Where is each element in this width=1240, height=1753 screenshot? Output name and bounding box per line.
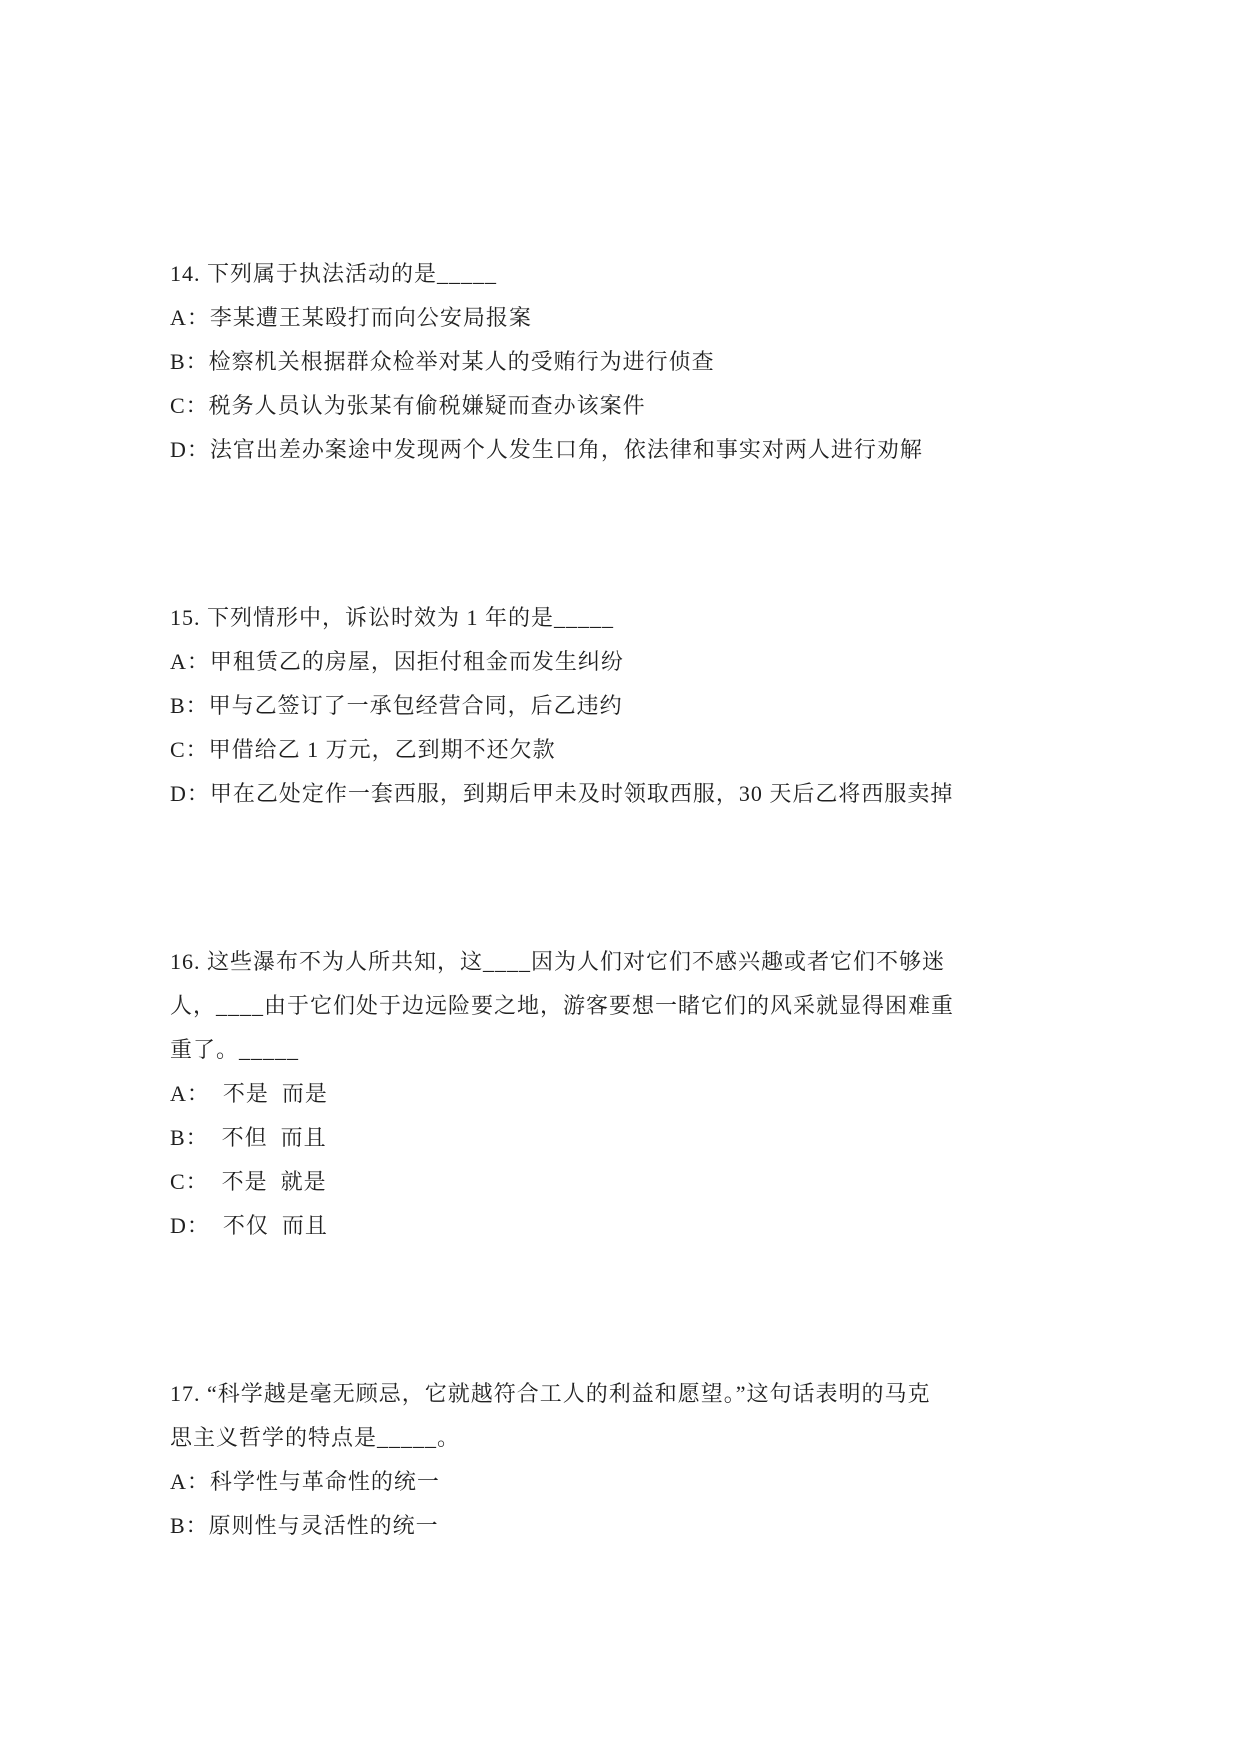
question-14-option-b: B：检察机关根据群众检举对某人的受贿行为进行侦查 bbox=[170, 349, 715, 374]
question-15-option-b: B：甲与乙签订了一承包经营合同，后乙违约 bbox=[170, 693, 623, 718]
question-15-stem: 15. 下列情形中，诉讼时效为 1 年的是_____ bbox=[170, 605, 615, 630]
question-17-stem-line-1: 17. “科学越是毫无顾忌，它就越符合工人的利益和愿望。”这句话表明的马克 bbox=[170, 1381, 931, 1406]
question-16-option-b: B： 不但 而且 bbox=[170, 1125, 327, 1150]
question-17-option-a: A：科学性与革命性的统一 bbox=[170, 1469, 440, 1494]
question-16-stem-line-1: 16. 这些瀑布不为人所共知，这____因为人们对它们不感兴趣或者它们不够迷 bbox=[170, 949, 946, 974]
question-16-option-c: C： 不是 就是 bbox=[170, 1169, 327, 1194]
question-16-stem-line-3: 重了。_____ bbox=[170, 1037, 300, 1062]
question-16-stem-line-2: 人，____由于它们处于边远险要之地，游客要想一睹它们的风采就显得困难重 bbox=[170, 993, 955, 1018]
question-14 bbox=[170, 252, 1100, 472]
question-17-stem-line-2: 思主义哲学的特点是_____。 bbox=[170, 1425, 461, 1450]
question-16-option-a: A： 不是 而是 bbox=[170, 1081, 328, 1106]
question-15-option-d: D：甲在乙处定作一套西服，到期后甲未及时领取西服，30 天后乙将西服卖掉 bbox=[170, 781, 954, 806]
question-15-option-a: A：甲租赁乙的房屋，因拒付租金而发生纠纷 bbox=[170, 649, 624, 674]
question-16 bbox=[170, 940, 1100, 1248]
question-14-option-d: D：法官出差办案途中发现两个人发生口角，依法律和事实对两人进行劝解 bbox=[170, 437, 923, 462]
question-15 bbox=[170, 596, 1100, 816]
question-17 bbox=[170, 1372, 1100, 1548]
question-14-option-c: C：税务人员认为张某有偷税嫌疑而查办该案件 bbox=[170, 393, 646, 418]
question-14-stem: 14. 下列属于执法活动的是_____ bbox=[170, 261, 498, 286]
question-15-option-c: C：甲借给乙 1 万元，乙到期不还欠款 bbox=[170, 737, 556, 762]
question-14-option-a: A：李某遭王某殴打而向公安局报案 bbox=[170, 305, 532, 330]
question-16-option-d: D： 不仅 而且 bbox=[170, 1213, 328, 1238]
question-17-option-b: B：原则性与灵活性的统一 bbox=[170, 1513, 439, 1538]
